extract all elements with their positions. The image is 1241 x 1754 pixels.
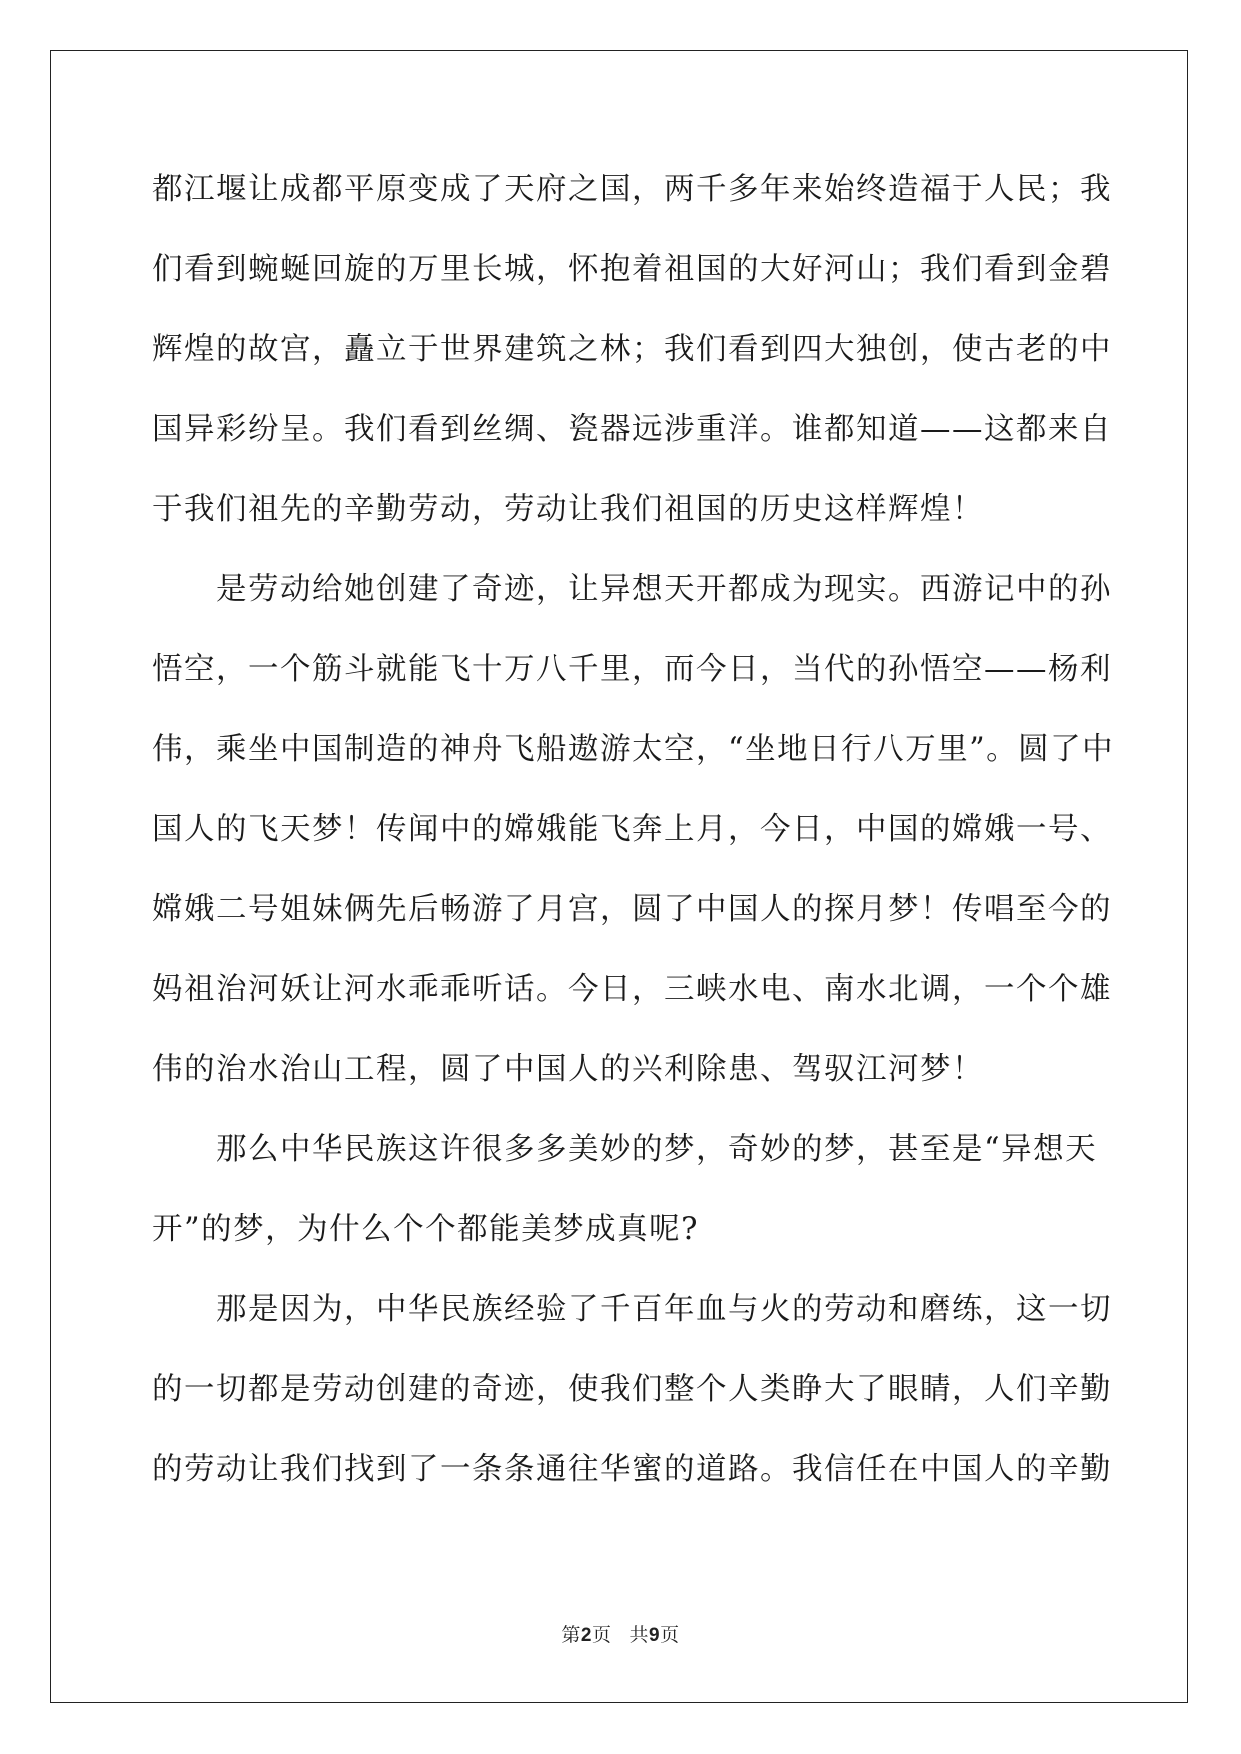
page-unit: 页 — [591, 1624, 612, 1646]
text-line-1: 都江堰让成都平原变成了天府之国，两千多年来始终造福于人民；我 — [152, 172, 1112, 207]
text-line-12: 伟的治水治山工程，圆了中国人的兴利除患、驾驭江河梦！ — [152, 1052, 984, 1087]
total-page-number: 9 — [649, 1625, 661, 1646]
text-line-5: 于我们祖先的辛勤劳动，劳动让我们祖国的历史这样辉煌！ — [152, 492, 984, 527]
page-prefix: 第 — [561, 1624, 581, 1646]
document-body — [152, 150, 1115, 1510]
text-line-3: 辉煌的故宫，矗立于世界建筑之林；我们看到四大独创，使古老的中 — [152, 332, 1112, 367]
paragraph-start-line-15: 那是因为，中华民族经验了千百年血与火的劳动和磨练，这一切 — [216, 1292, 1112, 1327]
total-prefix: 共 — [629, 1624, 650, 1646]
text-line-16: 的一切都是劳动创建的奇迹，使我们整个人类睁大了眼睛，人们辛勤 — [152, 1372, 1112, 1407]
text-line-17: 的劳动让我们找到了一条条通往华蜜的道路。我信任在中国人的辛勤 — [152, 1452, 1112, 1487]
text-line-8: 伟，乘坐中国制造的神舟飞船遨游太空，“坐地日行八万里”。圆了中 — [152, 732, 1115, 767]
text-line-7: 悟空，一个筋斗就能飞十万八千里，而今日，当代的孙悟空——杨利 — [152, 652, 1112, 687]
text-line-10: 嫦娥二号姐妹俩先后畅游了月宫，圆了中国人的探月梦！传唱至今的 — [152, 892, 1112, 927]
page-footer — [0, 1620, 1241, 1647]
text-line-14: 开”的梦，为什么个个都能美梦成真呢? — [152, 1212, 699, 1247]
total-unit: 页 — [660, 1624, 680, 1646]
text-line-2: 们看到蜿蜒回旋的万里长城，怀抱着祖国的大好河山；我们看到金碧 — [152, 252, 1112, 287]
text-line-9: 国人的飞天梦！传闻中的嫦娥能飞奔上月，今日，中国的嫦娥一号、 — [152, 812, 1112, 847]
paragraph-start-line-6: 是劳动给她创建了奇迹，让异想天开都成为现实。西游记中的孙 — [216, 572, 1112, 607]
text-line-4: 国异彩纷呈。我们看到丝绸、瓷器远涉重洋。谁都知道——这都来自 — [152, 412, 1112, 447]
current-page-number: 2 — [580, 1625, 592, 1646]
paragraph-start-line-13: 那么中华民族这许很多多美妙的梦，奇妙的梦，甚至是“异想天 — [216, 1132, 1098, 1167]
text-line-11: 妈祖治河妖让河水乖乖听话。今日，三峡水电、南水北调，一个个雄 — [152, 972, 1112, 1007]
